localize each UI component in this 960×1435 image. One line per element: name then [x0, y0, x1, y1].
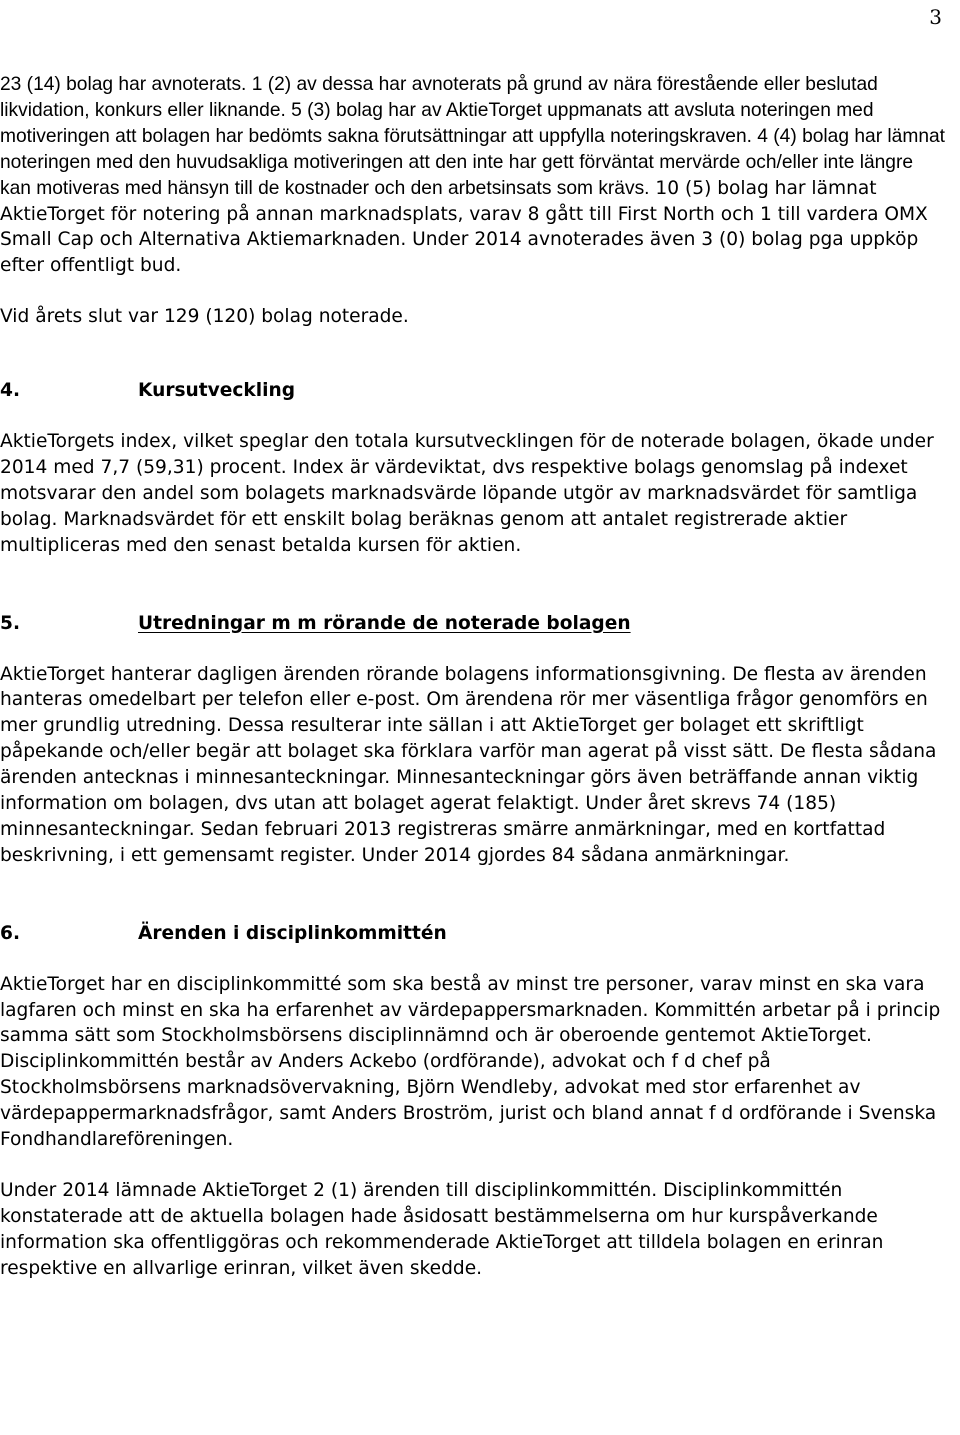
- section-heading-disciplinkommitten: [0, 921, 948, 947]
- section-heading-kursutveckling: [0, 378, 948, 404]
- section-number: 6.: [0, 922, 21, 944]
- intro-text-part2: 10 (5) bolag har lämnat AktieTorget för notering på annan marknadsplats, varav 8 gått till First North och 1 till vardera OMX Small Cap och Alternativa Aktiemarknaden. Under 2014 avnoterades även 3 (0) bolag pga uppköp efter offentligt bud.: [0, 177, 928, 277]
- section-title: Utredningar m m rörande de noterade bolagen: [138, 612, 631, 634]
- section-heading-utredningar: [0, 611, 948, 637]
- document-body: [0, 72, 948, 1282]
- intro-text-part1: 23 (14) bolag har avnoterats. 1 (2) av dessa har avnoterats på grund av nära förestående eller beslutad likvidation, konkurs eller liknande. 5 (3) bolag har av AktieTorget uppmanats att avsluta noteringen med motiveringen att bolagen har bedömts sakna förutsättningar att uppfylla noteringskraven. 4 (4) bolag har lämnat noteringen med den huvudsakliga motiveringen att den inte har gett förväntat mervärde och/eller inte längre kan motiveras med hänsyn till de kostnader och den arbetsinsats som krävs.: [0, 74, 946, 199]
- section-paragraph: Under 2014 lämnade AktieTorget 2 (1) ärenden till disciplinkommittén. Disciplinkommittén konstaterade att de aktuella bolagen hade åsidosatt bestämmelserna om hur kurspåverkande information ska offentliggöras och rekommenderade AktieTorget att tilldela bolagen en erinran respektive en allvarlige erinran, vilket även skedde.: [0, 1180, 884, 1279]
- section-title: Ärenden i disciplinkommittén: [138, 922, 447, 944]
- section-paragraph: AktieTorget hanterar dagligen ärenden rörande bolagens informationsgivning. De flesta av ärenden hanteras omedelbart per telefon eller e-post. Om ärendena rör mer väsentliga frågor genomförs en mer grundlig utredning. Dessa resulterar inte sällan i att AktieTorget ger bolaget ett skriftligt påpekande och/eller begär att bolaget ska förklara varför man agerat på visst sätt. De flesta sådana ärenden antecknas i minnesanteckningar. Minnesanteckningar görs även beträffande annan viktig information om bolagen, dvs utan att bolaget agerat felaktigt. Under året skrevs 74 (185) minnesanteckningar. Sedan februari 2013 registreras smärre anmärkningar, med en kortfattad beskrivning, i ett gemensamt register. Under 2014 gjordes 84 sådana anmärkningar.: [0, 663, 937, 866]
- section-paragraph: AktieTorget har en disciplinkommitté som ska bestå av minst tre personer, varav minst en ska vara lagfaren och minst en ska ha erfarenhet av värdepappersmarknaden. Kommittén arbetar på i princip samma sätt som Stockholmsbörsens disciplinnämnd och är oberoende gentemot AktieTorget. Disciplinkommittén består av Anders Ackebo (ordförande), advokat och f d chef på Stockholmsbörsens marknadsövervakning, Björn Wendleby, advokat med stor erfarenhet av värdepappermarknadsfrågor, samt Anders Broström, jurist och bland annat f d ordförande i Svenska Fondhandlareföreningen.: [0, 973, 941, 1151]
- section-paragraph: AktieTorgets index, vilket speglar den totala kursutvecklingen för de noterade bolagen, ökade under 2014 med 7,7 (59,31) procent. Index är värdeviktat, dvs respektive bolags genomslag på indexet motsvarar den andel som bolagets marknadsvärde löpande utgör av marknadsvärdet för samtliga bolag. Marknadsvärdet för ett enskilt bolag beräknas genom att antalet registrerade aktier multipliceras med den senast betalda kursen för aktien.: [0, 431, 934, 556]
- section-number: 4.: [0, 380, 21, 402]
- intro-paragraph: [0, 72, 948, 279]
- section-title: Kursutveckling: [138, 380, 296, 402]
- page-number: 3: [929, 5, 942, 29]
- section-number: 5.: [0, 612, 21, 634]
- year-end-paragraph: Vid årets slut var 129 (120) bolag noterade.: [0, 306, 409, 328]
